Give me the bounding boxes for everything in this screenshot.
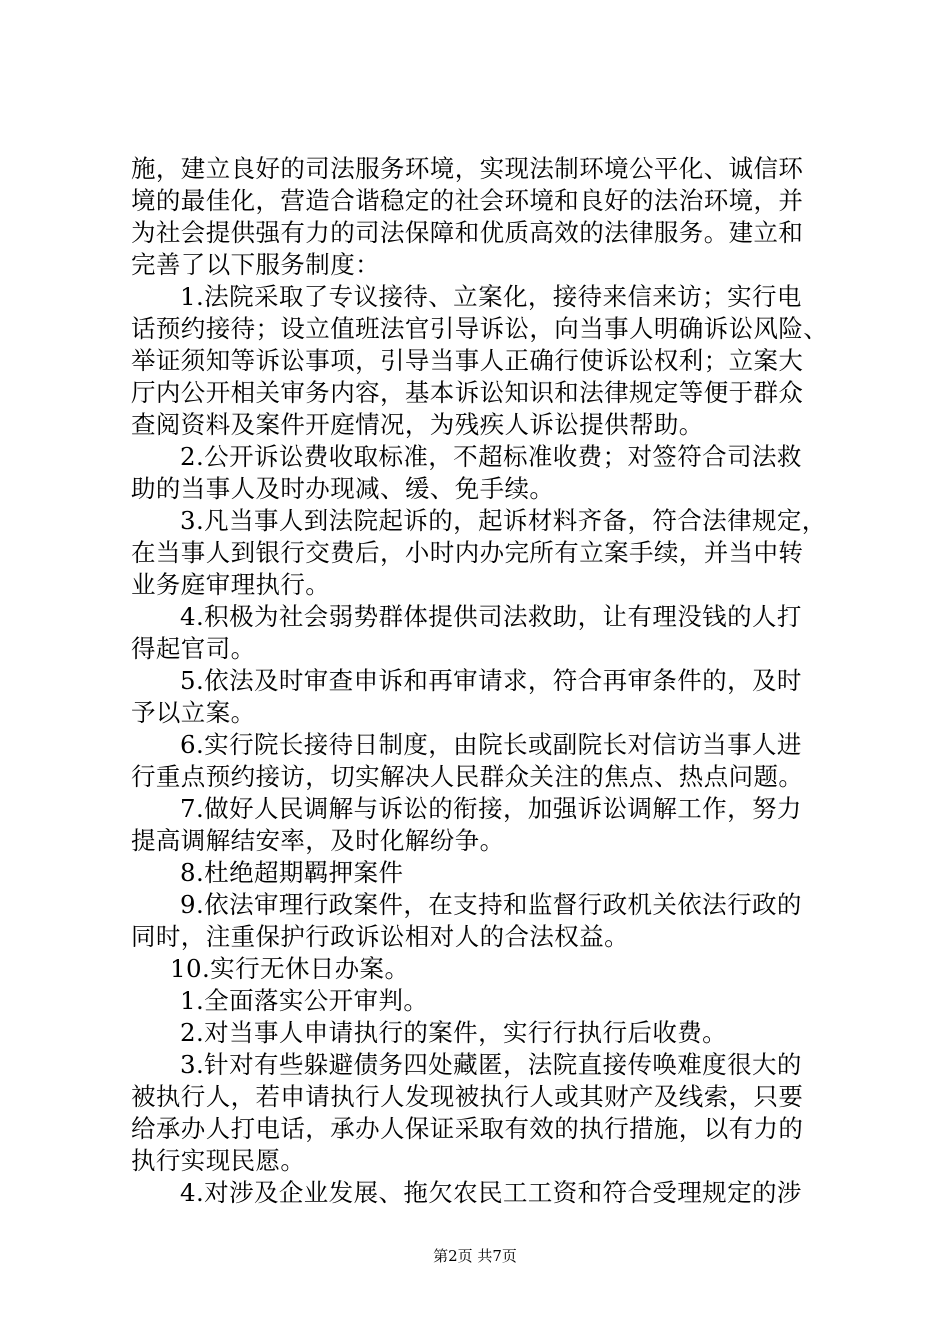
- text-line: 施，建立良好的司法服务环境，实现法制环境公平化、诚信环: [131, 154, 804, 183]
- list-item-9-line: 9.依法审理行政案件，在支持和监督行政机关依法行政的: [180, 890, 802, 919]
- text-line: 予以立案。: [131, 698, 256, 727]
- list-item-b1-line: 1.全面落实公开审判。: [180, 986, 429, 1015]
- text-line: 境的最佳化，营造合谐稳定的社会环境和良好的法治环境，并: [131, 186, 804, 215]
- text-line: 给承办人打电话，承办人保证采取有效的执行措施，以有力的: [131, 1114, 804, 1143]
- text-line: 业务庭审理执行。: [131, 570, 331, 599]
- text-line: 同时，注重保护行政诉讼相对人的合法权益。: [131, 922, 629, 951]
- list-item-b4-line: 4.对涉及企业发展、拖欠农民工工资和符合受理规定的涉: [180, 1178, 802, 1207]
- text-line: 完善了以下服务制度：: [131, 250, 380, 279]
- document-body: [131, 153, 834, 1209]
- list-item-3-line: 3.凡当事人到法院起诉的，起诉材料齐备，符合法律规定，: [180, 506, 827, 535]
- list-item-4-line: 4.积极为社会弱势群体提供司法救助，让有理没钱的人打: [180, 602, 802, 631]
- text-line: 话预约接待；设立值班法官引导诉讼，向当事人明确诉讼风险、: [131, 314, 829, 343]
- page-number-footer: 第2页 共7页: [433, 1247, 517, 1265]
- text-line: 在当事人到银行交费后，小时内办完所有立案手续，并当中转: [131, 538, 804, 567]
- list-item-b3-line: 3.针对有些躲避债务四处藏匿，法院直接传唤难度很大的: [180, 1050, 802, 1079]
- text-line: 查阅资料及案件开庭情况，为残疾人诉讼提供帮助。: [131, 410, 704, 439]
- list-item-8-line: 8.杜绝超期羁押案件: [180, 858, 404, 887]
- list-item-b2-line: 2.对当事人申请执行的案件，实行行执行后收费。: [180, 1018, 728, 1047]
- text-line: 提高调解结安率，及时化解纷争。: [131, 826, 505, 855]
- text-line: 助的当事人及时办现减、缓、免手续。: [131, 474, 555, 503]
- text-line: 厅内公开相关审务内容，基本诉讼知识和法律规定等便于群众: [131, 378, 804, 407]
- list-item-2-line: 2.公开诉讼费收取标准，不超标准收费；对签符合司法救: [180, 442, 802, 471]
- text-line: 举证须知等诉讼事项，引导当事人正确行使诉讼权利；立案大: [131, 346, 804, 375]
- list-item-5-line: 5.依法及时审查申诉和再审请求，符合再审条件的，及时: [180, 666, 802, 695]
- list-item-10-line: 10.实行无休日办案。: [170, 954, 410, 983]
- text-line: 执行实现民愿。: [131, 1146, 306, 1175]
- text-line: 得起官司。: [131, 634, 256, 663]
- text-line: 行重点预约接访，切实解决人民群众关注的焦点、热点问题。: [131, 762, 804, 791]
- text-line: 为社会提供强有力的司法保障和优质高效的法律服务。建立和: [131, 218, 804, 247]
- list-item-1-line: 1.法院采取了专议接待、立案化，接待来信来访；实行电: [180, 282, 802, 311]
- list-item-7-line: 7.做好人民调解与诉讼的衔接，加强诉讼调解工作，努力: [180, 794, 802, 823]
- text-line: 被执行人，若申请执行人发现被执行人或其财产及线索，只要: [131, 1082, 804, 1111]
- list-item-6-line: 6.实行院长接待日制度，由院长或副院长对信访当事人进: [180, 730, 802, 759]
